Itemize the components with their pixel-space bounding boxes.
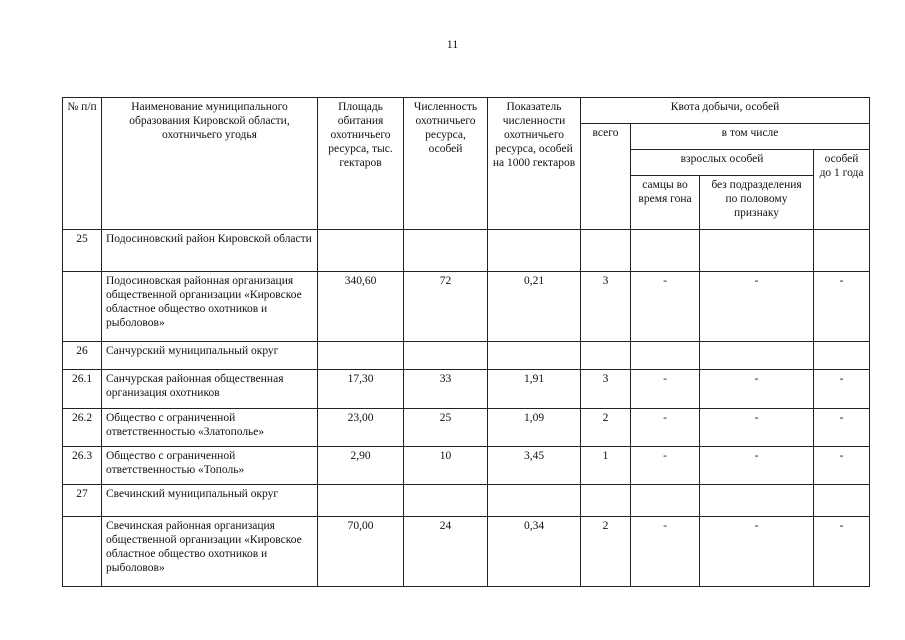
- table-row: [63, 342, 870, 370]
- table-row: [63, 447, 870, 485]
- table-body: [63, 230, 870, 587]
- cell-density: 3,45: [488, 447, 581, 485]
- cell-count: [404, 342, 488, 370]
- cell-density: [488, 342, 581, 370]
- header-name: Наименование муниципального образования Кировской области, охотничьего угодья: [102, 98, 318, 230]
- cell-total: 2: [581, 409, 631, 447]
- cell-nosex: [700, 485, 814, 517]
- cell-young: -: [814, 447, 870, 485]
- cell-area: 2,90: [318, 447, 404, 485]
- cell-young: [814, 342, 870, 370]
- cell-males: [631, 485, 700, 517]
- cell-count: 10: [404, 447, 488, 485]
- cell-males: [631, 230, 700, 272]
- cell-males: -: [631, 517, 700, 587]
- cell-young: -: [814, 517, 870, 587]
- cell-nosex: -: [700, 517, 814, 587]
- cell-count: [404, 485, 488, 517]
- cell-name: Общество с ограниченной ответственностью «Тополь»: [102, 447, 318, 485]
- header-total: всего: [581, 124, 631, 230]
- cell-total: [581, 230, 631, 272]
- cell-total: 2: [581, 517, 631, 587]
- cell-name: Подосиновская районная организация общественной организации «Кировское областное общество охотников и рыболовов»: [102, 272, 318, 342]
- cell-area: 17,30: [318, 370, 404, 409]
- cell-name: Санчурская районная общественная организация охотников: [102, 370, 318, 409]
- cell-nosex: -: [700, 272, 814, 342]
- cell-total: [581, 342, 631, 370]
- cell-num: [63, 517, 102, 587]
- cell-count: [404, 230, 488, 272]
- table-row: [63, 230, 870, 272]
- cell-area: [318, 230, 404, 272]
- cell-name: Санчурский муниципальный округ: [102, 342, 318, 370]
- cell-density: 0,21: [488, 272, 581, 342]
- cell-area: [318, 485, 404, 517]
- cell-males: [631, 342, 700, 370]
- cell-young: -: [814, 272, 870, 342]
- cell-young: -: [814, 409, 870, 447]
- cell-males: -: [631, 370, 700, 409]
- cell-num: 26: [63, 342, 102, 370]
- header-including: в том числе: [631, 124, 870, 150]
- table-row: [63, 409, 870, 447]
- table-row: [63, 517, 870, 587]
- cell-males: -: [631, 409, 700, 447]
- cell-count: 24: [404, 517, 488, 587]
- cell-males: -: [631, 447, 700, 485]
- cell-total: 3: [581, 370, 631, 409]
- cell-males: -: [631, 272, 700, 342]
- cell-area: 70,00: [318, 517, 404, 587]
- header-density: Показатель численности охотничьего ресурса, особей на 1000 гектаров: [488, 98, 581, 230]
- header-quota: Квота добычи, особей: [581, 98, 870, 124]
- header-adults: взрослых особей: [631, 150, 814, 176]
- table-row: [63, 272, 870, 342]
- cell-young: [814, 485, 870, 517]
- cell-num: 25: [63, 230, 102, 272]
- cell-name: Подосиновский район Кировской области: [102, 230, 318, 272]
- cell-density: [488, 230, 581, 272]
- cell-nosex: -: [700, 370, 814, 409]
- header-area: Площадь обитания охотничьего ресурса, тыс. гектаров: [318, 98, 404, 230]
- cell-area: 340,60: [318, 272, 404, 342]
- cell-total: 1: [581, 447, 631, 485]
- cell-nosex: [700, 342, 814, 370]
- cell-num: 26.3: [63, 447, 102, 485]
- cell-nosex: [700, 230, 814, 272]
- cell-total: [581, 485, 631, 517]
- cell-nosex: -: [700, 447, 814, 485]
- cell-name: Свечинский муниципальный округ: [102, 485, 318, 517]
- header-no-sex-division: без подразделения по половому признаку: [700, 176, 814, 230]
- quota-table: [62, 97, 870, 587]
- header-males-rut: самцы во время гона: [631, 176, 700, 230]
- cell-name: Общество с ограниченной ответственностью «Златополье»: [102, 409, 318, 447]
- table-header: [63, 98, 870, 230]
- cell-count: 72: [404, 272, 488, 342]
- cell-num: 26.2: [63, 409, 102, 447]
- cell-young: [814, 230, 870, 272]
- cell-nosex: -: [700, 409, 814, 447]
- cell-young: -: [814, 370, 870, 409]
- cell-density: 1,09: [488, 409, 581, 447]
- cell-count: 25: [404, 409, 488, 447]
- cell-density: 1,91: [488, 370, 581, 409]
- cell-density: 0,34: [488, 517, 581, 587]
- cell-num: [63, 272, 102, 342]
- header-count: Численность охотничьего ресурса, особей: [404, 98, 488, 230]
- table-row: [63, 370, 870, 409]
- header-num: № п/п: [63, 98, 102, 230]
- cell-name: Свечинская районная организация общественной организации «Кировское областное общество охотников и рыболовов»: [102, 517, 318, 587]
- table-row: [63, 485, 870, 517]
- cell-num: 27: [63, 485, 102, 517]
- cell-density: [488, 485, 581, 517]
- cell-count: 33: [404, 370, 488, 409]
- cell-total: 3: [581, 272, 631, 342]
- cell-num: 26.1: [63, 370, 102, 409]
- cell-area: 23,00: [318, 409, 404, 447]
- page-number: 11: [446, 37, 459, 51]
- cell-area: [318, 342, 404, 370]
- header-young: особей до 1 года: [814, 150, 870, 230]
